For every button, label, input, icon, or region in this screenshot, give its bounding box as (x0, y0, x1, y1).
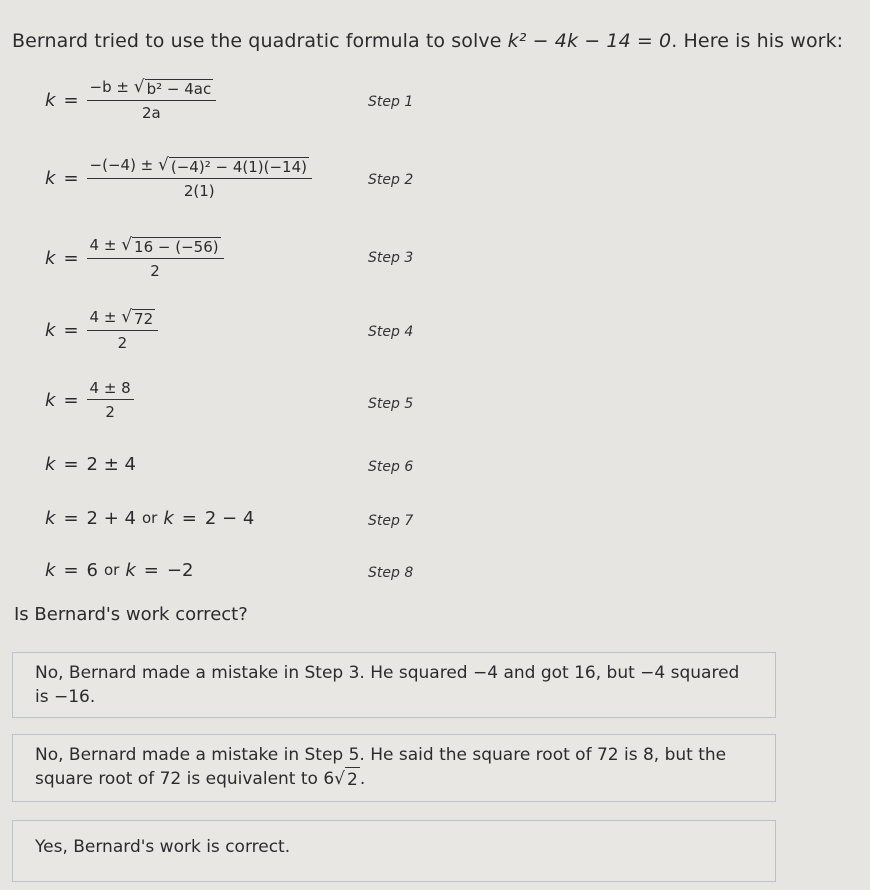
choice-text-end: . (359, 769, 366, 789)
radicand: 2 (345, 767, 360, 792)
step-variable: k (45, 559, 56, 581)
right-expression: 2 − 4 (204, 507, 255, 529)
step-variable: k (45, 389, 56, 411)
denominator: 2 (150, 262, 160, 280)
work-step-2 (0, 148, 870, 208)
or-word: or (141, 509, 158, 527)
step-variable: k (45, 167, 56, 189)
numerator-prefix: −b ± (89, 78, 129, 96)
work-step-5 (0, 370, 870, 430)
step-label: Step 1 (368, 94, 414, 110)
equals-sign: = (63, 247, 79, 269)
step-variable: k (163, 507, 174, 529)
equals-sign: = (63, 453, 79, 475)
denominator: 2 (105, 403, 115, 421)
left-expression: 6 (86, 559, 98, 581)
question-intro: Bernard tried to use the quadratic formula to solve (12, 30, 502, 52)
step-fraction: 4 ± √ 72 2 (87, 308, 159, 352)
radicand: (−4)² − 4(1)(−14) (170, 158, 307, 176)
left-expression: 2 + 4 (86, 507, 136, 529)
equals-sign: = (63, 389, 79, 411)
step-fraction: −(−4) ± √ (−4)² − 4(1)(−14) 2(1) (87, 156, 312, 200)
prompt-question: Is Bernard's work correct? (14, 604, 248, 625)
denominator: 2(1) (183, 182, 215, 200)
step-label: Step 2 (368, 172, 414, 188)
step-label: Step 5 (368, 396, 414, 412)
choice-text: No, Bernard made a mistake in Step 5. He said the square root of 72 is 8, but the square root of 72 is equivalent to (35, 745, 727, 789)
step-fraction: −b ± √ b² − 4ac 2a (87, 78, 217, 122)
step-label: Step 6 (368, 459, 414, 475)
choice-text: No, Bernard made a mistake in Step 3. He squared −4 and got 16, but −4 squared is −16. (35, 663, 740, 707)
equals-sign: = (181, 507, 197, 529)
sqrt-expression: √ 2 (334, 769, 358, 790)
answer-choice-3[interactable] (12, 820, 776, 882)
step-variable: k (45, 507, 56, 529)
step-variable: k (45, 453, 56, 475)
radicand: b² − 4ac (146, 80, 212, 98)
numerator-prefix: −(−4) ± (89, 156, 154, 174)
numerator: 4 ± 8 (87, 379, 134, 400)
step-label: Step 7 (368, 513, 414, 529)
numerator-prefix: 4 ± (89, 236, 117, 254)
work-step-8 (0, 540, 870, 600)
equals-sign: = (63, 167, 79, 189)
or-word: or (103, 561, 120, 579)
coefficient: 6 (323, 769, 335, 789)
work-step-6 (0, 434, 870, 494)
step-fraction (87, 379, 134, 421)
work-step-1 (0, 70, 870, 130)
answer-choice-1[interactable] (12, 652, 776, 718)
choice-text: Yes, Bernard's work is correct. (35, 837, 291, 857)
equals-sign: = (143, 559, 159, 581)
question-equation: k² − 4k − 14 = 0 (507, 30, 672, 52)
equals-sign: = (63, 507, 79, 529)
question-text (12, 30, 843, 52)
work-step-4 (0, 300, 870, 360)
denominator: 2a (142, 104, 161, 122)
step-variable: k (125, 559, 136, 581)
step-label: Step 4 (368, 324, 414, 340)
right-expression: −2 (166, 559, 194, 581)
step-variable: k (45, 247, 56, 269)
answer-choice-2[interactable] (12, 734, 776, 802)
step-fraction: 4 ± √ 16 − (−56) 2 (87, 236, 224, 280)
numerator-prefix: 4 ± (89, 308, 117, 326)
step-label: Step 3 (368, 250, 414, 266)
question-outro: . Here is his work: (671, 30, 844, 52)
radicand: 16 − (−56) (134, 238, 219, 256)
step-expression: 2 ± 4 (86, 453, 136, 475)
equals-sign: = (63, 89, 79, 111)
equals-sign: = (63, 559, 79, 581)
step-variable: k (45, 319, 56, 341)
step-label: Step 8 (368, 565, 414, 581)
denominator: 2 (117, 334, 128, 352)
work-step-7 (0, 488, 870, 548)
radicand: 72 (134, 310, 154, 328)
step-variable: k (45, 89, 56, 111)
equals-sign: = (63, 319, 79, 341)
work-step-3 (0, 228, 870, 288)
